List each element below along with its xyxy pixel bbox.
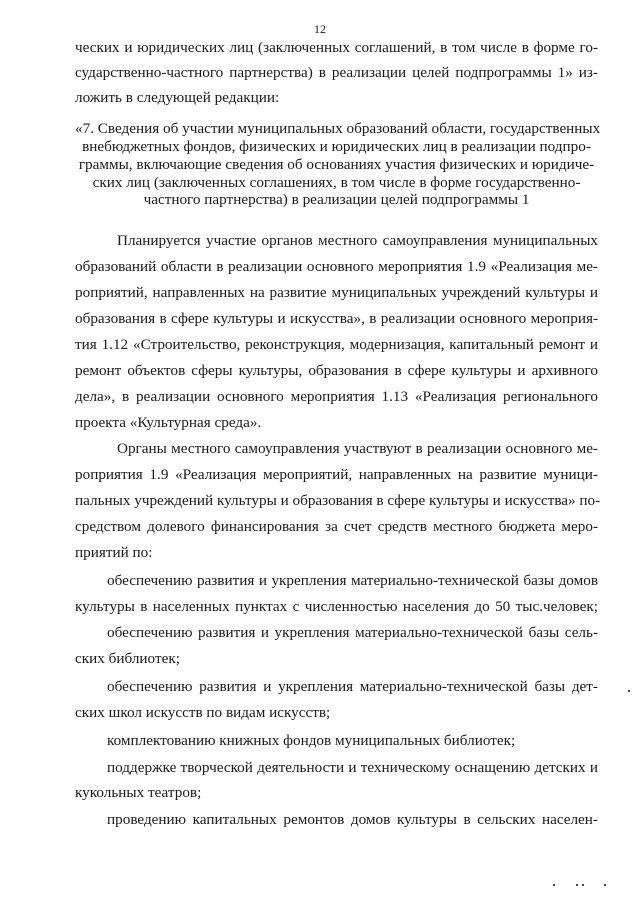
scan-speck — [582, 884, 584, 886]
intro-line: ложить в следующей редакции: — [75, 89, 280, 106]
paragraph-line: ремонт объектов сферы культуры, образования в сфере культуры и архивного — [75, 362, 598, 379]
paragraph-line: Планируется участие органов местного самоуправления муниципальных — [117, 232, 598, 249]
section-heading-line: внебюджетных фондов, физических и юридических лиц в реализации подпро- — [82, 138, 591, 155]
paragraph-line: образований области в реализации основного мероприятия 1.9 «Реализация ме- — [75, 258, 598, 275]
list-item-line: обеспечению развития и укрепления материально-технической базы дет- — [107, 678, 598, 695]
paragraph-line: дела», в реализации основного мероприятия 1.13 «Реализация регионального — [75, 388, 598, 405]
paragraph-line: роприятий, направленных на развитие муниципальных учреждений культуры и — [75, 284, 598, 301]
intro-line: ческих и юридических лиц (заключенных соглашений, в том числе в форме го- — [75, 39, 598, 56]
section-heading-line: частного партнерства) в реализации целей подпрограммы 1 — [143, 191, 530, 208]
list-item-line: ских школ искусств по видам искусств; — [75, 704, 331, 721]
paragraph-line: проекта «Культурная среда». — [75, 414, 262, 431]
section-heading-line: ских лиц (заключенных соглашениях, в том числе в форме государственно- — [92, 174, 581, 191]
list-item-line: обеспечению развития и укрепления материально-технической базы домов — [107, 572, 598, 589]
list-item-line: культуры в населенных пунктах с численностью населения до 50 тыс.человек; — [75, 598, 598, 615]
scan-speck — [628, 690, 630, 692]
paragraph-line: приятий по: — [75, 544, 153, 561]
list-item-line: поддержке творческой деятельности и техническому оснащению детских и — [107, 759, 598, 776]
paragraph-line: Органы местного самоуправления участвуют в реализации основного ме- — [117, 440, 598, 457]
list-item-line: ских библиотек; — [75, 650, 180, 667]
paragraph-line: образования в сфере культуры и искусства», в реализации основного мероприя- — [75, 310, 598, 327]
paragraph-line: тия 1.12 «Строительство, реконструкция, модернизация, капитальный ремонт и — [75, 336, 598, 353]
scan-speck — [576, 884, 578, 886]
list-item-line: комплектованию книжных фондов муниципальных библиотек; — [107, 732, 516, 749]
paragraph-line: роприятия 1.9 «Реализация мероприятий, направленных на развитие муници- — [75, 466, 598, 483]
paragraph-line: средством долевого финансирования за счет средств местного бюджета меро- — [75, 518, 598, 535]
list-item-line: кукольных театров; — [75, 784, 202, 801]
scan-speck — [604, 884, 606, 886]
section-heading-line: «7. Сведения об участии муниципальных образований области, государственных — [75, 120, 601, 137]
section-heading-line: граммы, включающие сведения об основаниях участия физических и юридиче- — [78, 156, 595, 173]
scan-speck — [553, 884, 555, 886]
intro-line: сударственно-частного партнерства) в реализации целей подпрограммы 1» из- — [75, 64, 598, 81]
paragraph-line: пальных учреждений культуры и образования в сфере культуры и искусства» по- — [75, 492, 601, 509]
page-number: 12 — [314, 22, 326, 36]
list-item-line: проведению капитальных ремонтов домов культуры в сельских населен- — [107, 811, 598, 828]
list-item-line: обеспечению развития и укрепления материально-технической базы сель- — [107, 624, 598, 641]
